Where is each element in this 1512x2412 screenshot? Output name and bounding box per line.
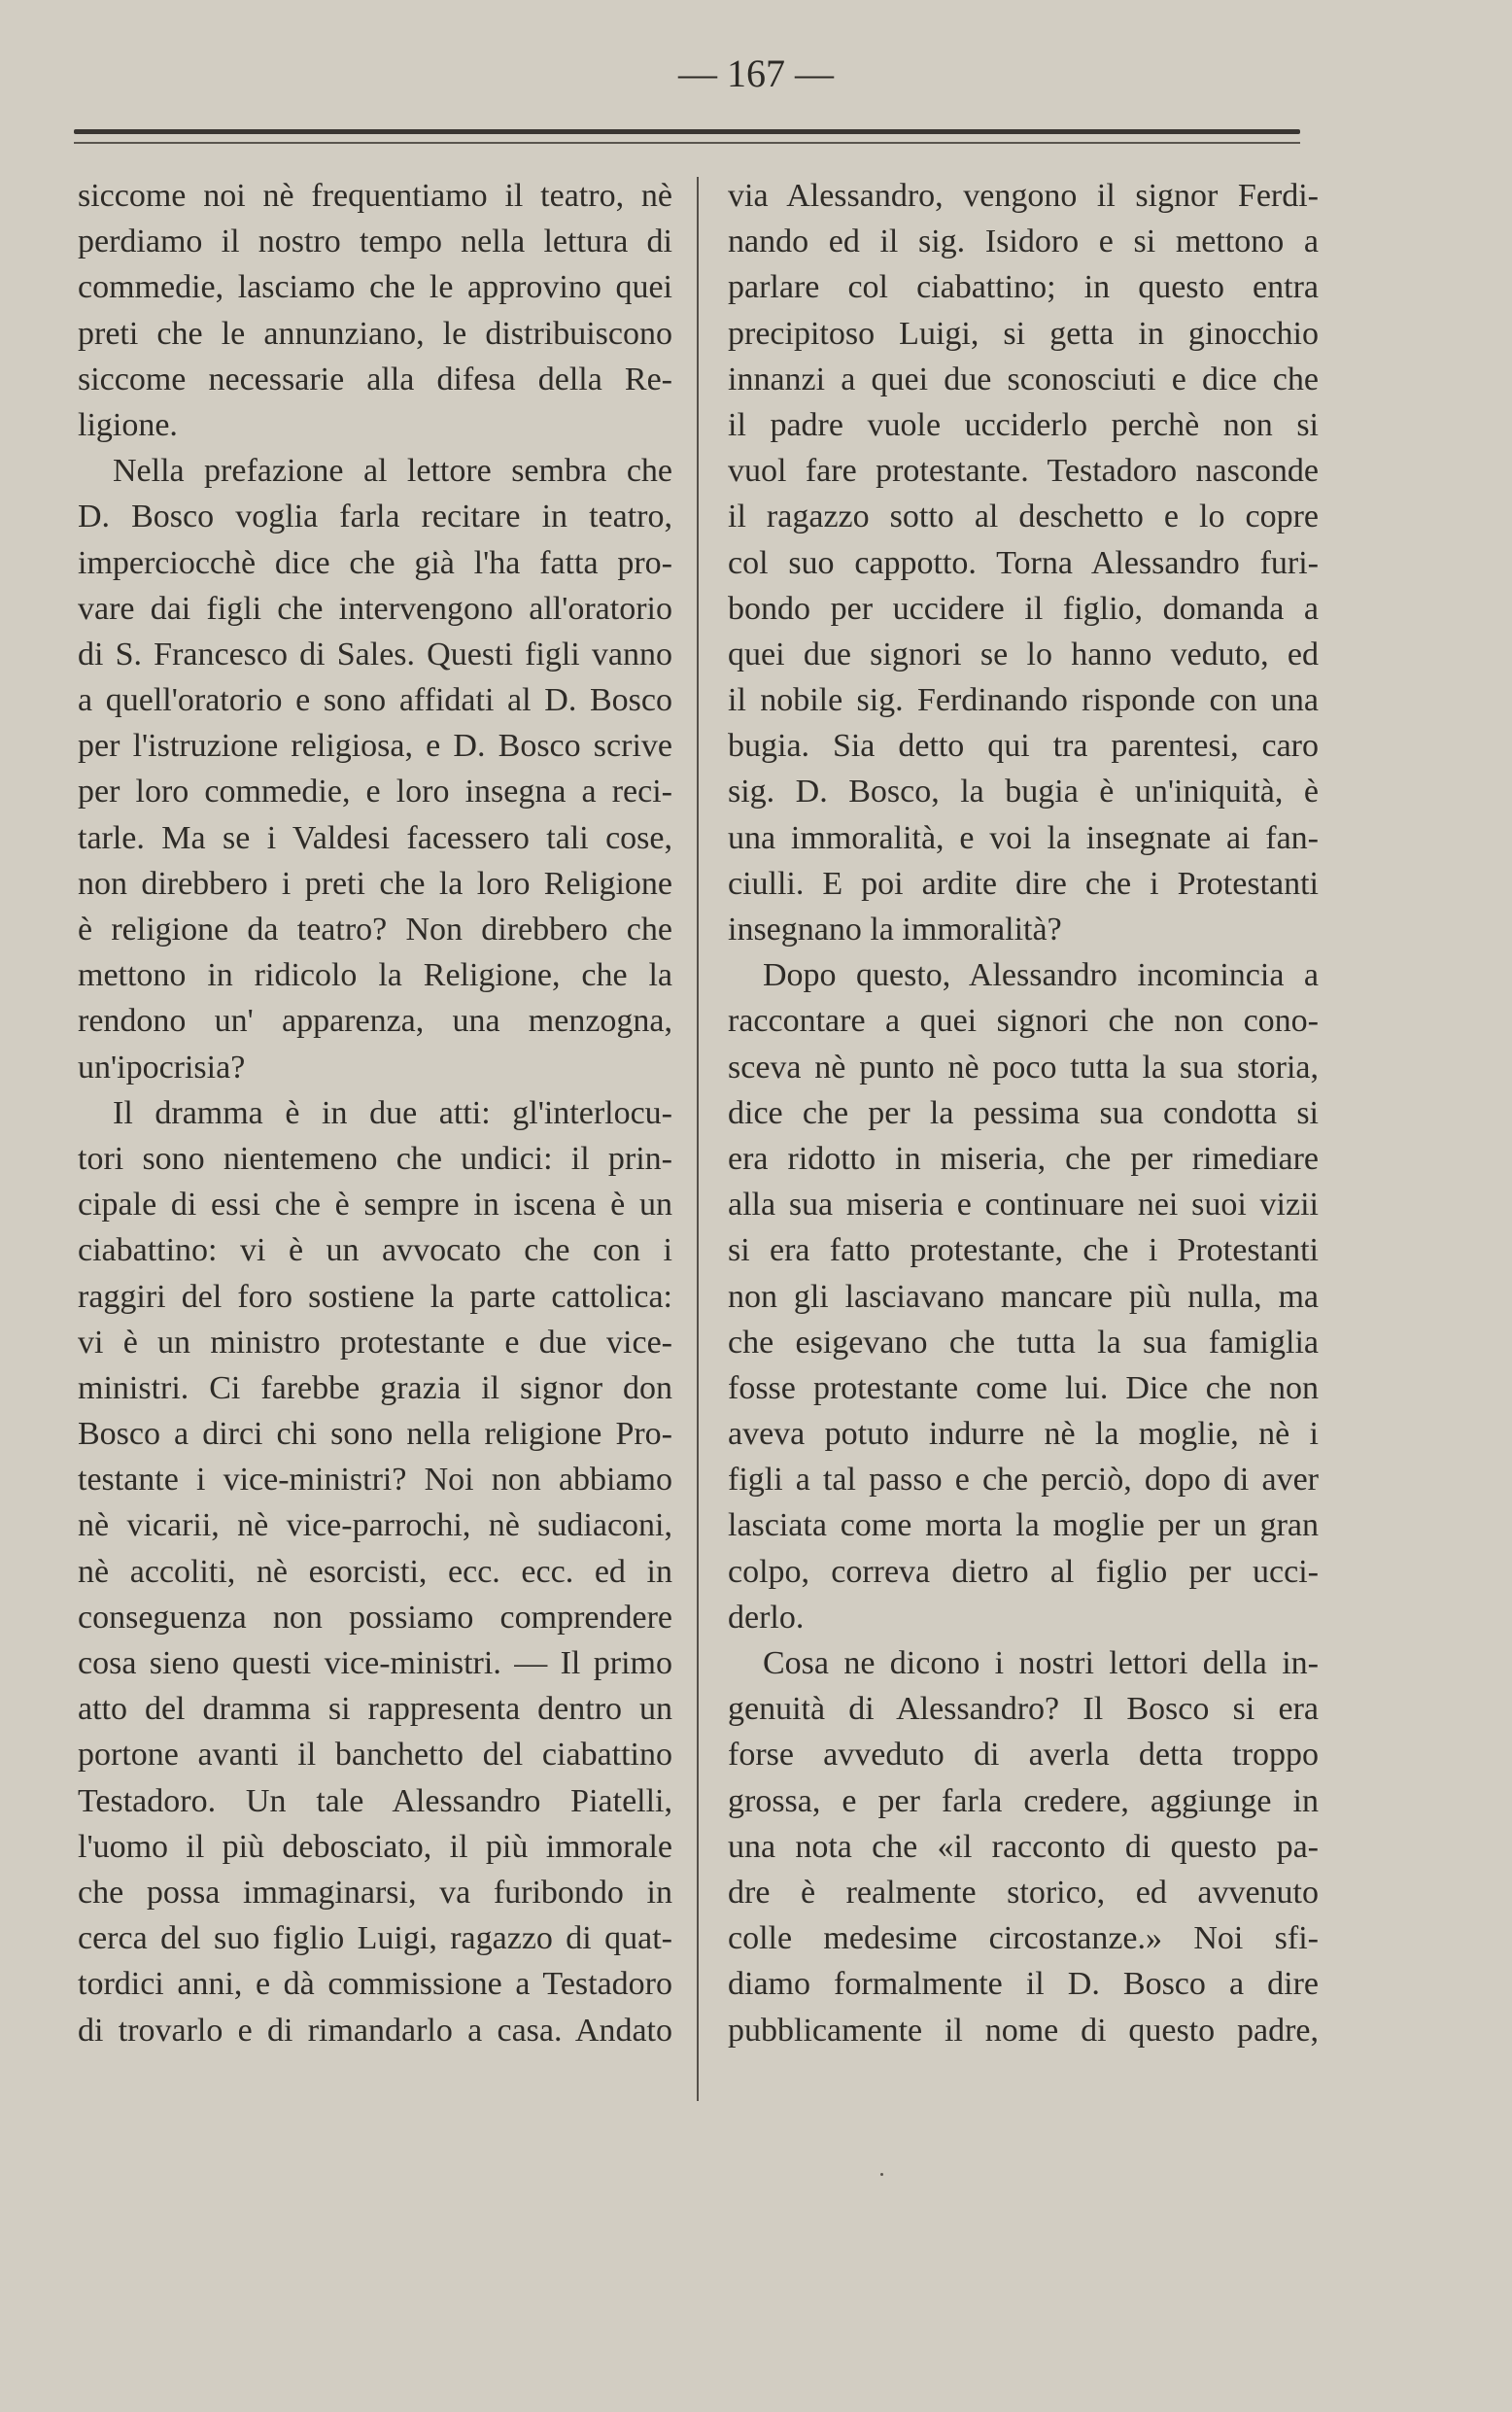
text-line: parlare col ciabattino; in questo entra <box>728 269 1319 306</box>
text-line: insegnano la immoralità? <box>728 912 1062 948</box>
text-line: genuità di Alessandro? Il Bosco si era <box>728 1691 1319 1728</box>
text-line: ligione. <box>78 406 178 443</box>
text-line: bondo per uccidere il figlio, domanda a <box>728 590 1319 627</box>
text-line: conseguenza non possiamo comprendere <box>78 1599 672 1636</box>
text-line: si era fatto protestante, che i Protestanti <box>728 1232 1319 1269</box>
text-line: raggiri del foro sostiene la parte cattolica: <box>78 1278 672 1315</box>
text-line: il ragazzo sotto al deschetto e lo copre <box>728 499 1319 535</box>
text-line: che possa immaginarsi, va furibondo in <box>78 1874 672 1911</box>
text-line: cerca del suo figlio Luigi, ragazzo di quat- <box>78 1920 672 1957</box>
text-line: via Alessandro, vengono il signor Ferdi- <box>728 178 1319 214</box>
header-rule <box>74 129 1300 134</box>
text-line: aveva potuto indurre nè la moglie, nè i <box>728 1416 1319 1453</box>
left-column <box>78 173 672 2053</box>
text-line: pubblicamente il nome di questo padre, <box>728 2012 1319 2049</box>
text-line: nè accoliti, nè esorcisti, ecc. ecc. ed in <box>78 1553 672 1590</box>
text-line: dice che per la pessima sua condotta si <box>728 1094 1319 1131</box>
text-line: figli a tal passo e che perciò, dopo di aver <box>728 1462 1319 1499</box>
text-line: siccome necessarie alla difesa della Re- <box>78 361 672 397</box>
text-line: portone avanti il banchetto del ciabattino <box>78 1737 672 1774</box>
text-line: ciabattino: vi è un avvocato che con i <box>78 1232 672 1269</box>
text-line: di trovarlo e di rimandarlo a casa. Andato <box>78 2012 672 2049</box>
text-line: diamo formalmente il D. Bosco a dire <box>728 1966 1319 2003</box>
text-line: innanzi a quei due sconosciuti e dice che <box>728 361 1319 397</box>
text-line: vuol fare protestante. Testadoro nasconde <box>728 453 1319 490</box>
text-line: derlo. <box>728 1599 805 1636</box>
text-line: Testadoro. Un tale Alessandro Piatelli, <box>78 1782 672 1819</box>
text-line: Cosa ne dicono i nostri lettori della in- <box>763 1645 1319 1681</box>
text-line: è religione da teatro? Non direbbero che <box>78 912 672 948</box>
text-line: di S. Francesco di Sales. Questi figli vanno <box>78 636 672 672</box>
text-line: per loro commedie, e loro insegna a reci- <box>78 774 672 810</box>
print-speck <box>880 2173 883 2176</box>
text-line: D. Bosco voglia farla recitare in teatro, <box>78 499 672 535</box>
text-line: grossa, e per farla credere, aggiunge in <box>728 1782 1319 1819</box>
text-line: dre è realmente storico, ed avvenuto <box>728 1874 1319 1911</box>
text-line: imperciocchè dice che già l'ha fatta pro- <box>78 544 672 581</box>
text-line: bugia. Sia detto qui tra parentesi, caro <box>728 728 1319 765</box>
text-line: Il dramma è in due atti: gl'interlocu- <box>113 1094 672 1131</box>
text-line: preti che le annunziano, le distribuiscono <box>78 315 672 352</box>
text-line: perdiamo il nostro tempo nella lettura di <box>78 224 672 260</box>
text-line: a quell'oratorio e sono affidati al D. Bosco <box>78 682 672 719</box>
text-line: era ridotto in miseria, che per rimediare <box>728 1140 1319 1177</box>
text-line: il padre vuole ucciderlo perchè non si <box>728 406 1319 443</box>
text-line: tori sono nientemeno che undici: il prin- <box>78 1140 672 1177</box>
text-line: una immoralità, e voi la insegnate ai fan- <box>728 819 1319 856</box>
text-line: vare dai figli che intervengono all'oratorio <box>78 590 672 627</box>
text-line: sig. D. Bosco, la bugia è un'iniquità, è <box>728 774 1319 810</box>
text-line: un'ipocrisia? <box>78 1049 246 1085</box>
text-line: cosa sieno questi vice-ministri. — Il primo <box>78 1645 672 1681</box>
text-line: mettono in ridicolo la Religione, che la <box>78 957 672 994</box>
text-line: sceva nè punto nè poco tutta la sua storia, <box>728 1049 1319 1085</box>
text-line: fosse protestante come lui. Dice che non <box>728 1369 1319 1406</box>
text-line: ministri. Ci farebbe grazia il signor don <box>78 1369 672 1406</box>
text-line: raccontare a quei signori che non cono- <box>728 1003 1319 1040</box>
text-line: colpo, correva dietro al figlio per ucci- <box>728 1553 1319 1590</box>
text-line: lasciata come morta la moglie per un gran <box>728 1507 1319 1544</box>
header-rule-thin <box>74 142 1300 144</box>
text-line: quei due signori se lo hanno veduto, ed <box>728 636 1319 672</box>
text-line: alla sua miseria e continuare nei suoi vizii <box>728 1187 1319 1223</box>
text-line: Nella prefazione al lettore sembra che <box>113 453 672 490</box>
text-line: atto del dramma si rappresenta dentro un <box>78 1691 672 1728</box>
text-line: tordici anni, e dà commissione a Testadoro <box>78 1966 672 2003</box>
page-number: — 167 — <box>678 52 834 95</box>
text-line: forse avveduto di averla detta troppo <box>728 1737 1319 1774</box>
text-line: tarle. Ma se i Valdesi facessero tali cose, <box>78 819 672 856</box>
text-line: Dopo questo, Alessandro incomincia a <box>763 957 1319 994</box>
text-line: il nobile sig. Ferdinando risponde con una <box>728 682 1319 719</box>
text-line: rendono un' apparenza, una menzogna, <box>78 1003 672 1040</box>
text-line: non direbbero i preti che la loro Religione <box>78 865 672 902</box>
text-line: siccome noi nè frequentiamo il teatro, nè <box>78 178 672 214</box>
text-line: una nota che «il racconto di questo pa- <box>728 1828 1319 1865</box>
text-line: testante i vice-ministri? Noi non abbiamo <box>78 1462 672 1499</box>
column-divider <box>697 177 699 2101</box>
text-line: Bosco a dirci chi sono nella religione Pro- <box>78 1416 672 1453</box>
text-line: colle medesime circostanze.» Noi sfi- <box>728 1920 1319 1957</box>
text-line: l'uomo il più debosciato, il più immorale <box>78 1828 672 1865</box>
right-column <box>728 173 1319 2053</box>
text-line: per l'istruzione religiosa, e D. Bosco scrive <box>78 728 672 765</box>
text-line: precipitoso Luigi, si getta in ginocchio <box>728 315 1319 352</box>
text-line: nando ed il sig. Isidoro e si mettono a <box>728 224 1319 260</box>
text-line: non gli lasciavano mancare più nulla, ma <box>728 1278 1319 1315</box>
text-line: col suo cappotto. Torna Alessandro furi- <box>728 544 1319 581</box>
text-line: cipale di essi che è sempre in iscena è un <box>78 1187 672 1223</box>
text-line: ciulli. E poi ardite dire che i Protestanti <box>728 865 1319 902</box>
text-line: che esigevano che tutta la sua famiglia <box>728 1324 1319 1361</box>
text-line: nè vicarii, nè vice-parrochi, nè sudiaconi, <box>78 1507 672 1544</box>
text-line: commedie, lasciamo che le approvino quei <box>78 269 672 306</box>
text-line: vi è un ministro protestante e due vice- <box>78 1324 672 1361</box>
